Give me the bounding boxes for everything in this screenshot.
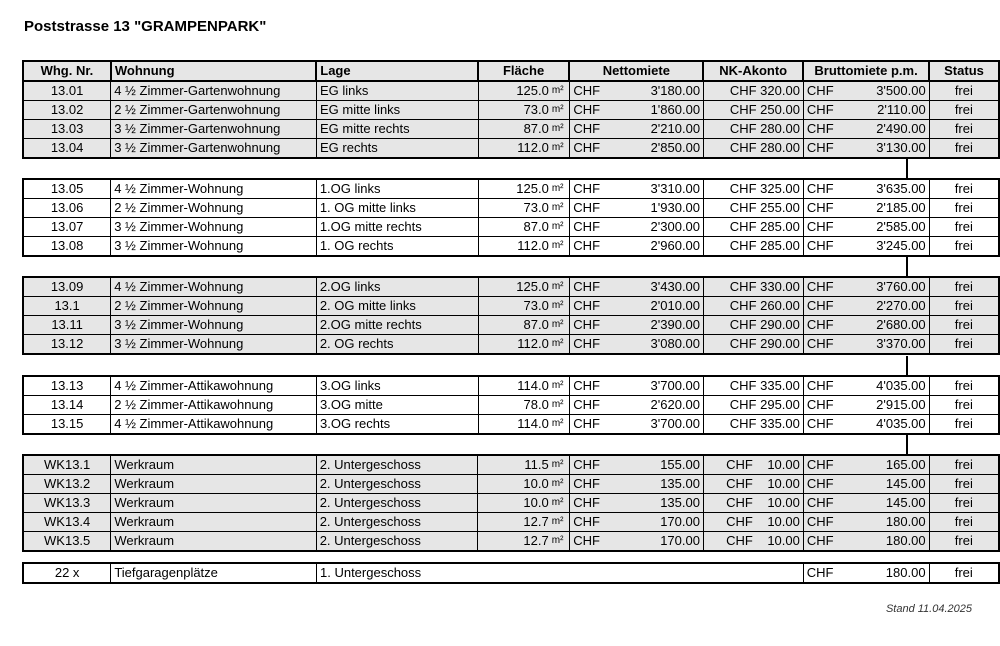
cell-unit: m² — [550, 218, 570, 237]
apartment-group — [22, 276, 1000, 355]
cell-unit: m² — [550, 493, 570, 512]
col-header-status: Status — [929, 61, 999, 81]
cell-currency: CHF — [803, 493, 843, 512]
cell-currency: CHF — [803, 335, 843, 355]
apartment-group — [22, 375, 1000, 435]
cell-nk: CHF 325.00 — [704, 179, 804, 199]
cell-lage: 2. Untergeschoss — [316, 474, 478, 493]
cell-currency: CHF — [570, 237, 610, 257]
cell-currency: CHF — [570, 316, 610, 335]
col-header-whg: Whg. Nr. — [23, 61, 111, 81]
cell-unit: m² — [550, 120, 570, 139]
cell-status: frei — [929, 237, 999, 257]
cell-currency: CHF — [803, 297, 843, 316]
cell-nk: CHF 290.00 — [704, 316, 804, 335]
cell-nk: CHF 285.00 — [704, 218, 804, 237]
cell-brutto: 3'635.00 — [843, 179, 929, 199]
cell-netto: 3'430.00 — [610, 277, 704, 297]
cell-status: frei — [929, 395, 999, 414]
cell-status: frei — [929, 376, 999, 396]
cell-lage: 3.OG rechts — [317, 414, 479, 434]
table-row — [23, 474, 999, 493]
cell-whg-nr: 13.09 — [23, 277, 111, 297]
table-row — [23, 376, 999, 396]
cell-brutto: 2'185.00 — [843, 199, 929, 218]
table-row — [23, 81, 999, 101]
cell-wohnung: 3 ½ Zimmer-Wohnung — [111, 316, 317, 335]
cell-flaeche: 78.0 — [478, 395, 550, 414]
cell-wohnung: 3 ½ Zimmer-Gartenwohnung — [111, 139, 317, 159]
cell-netto: 2'620.00 — [610, 395, 704, 414]
cell-nk: CHF 250.00 — [704, 101, 804, 120]
table-row — [23, 218, 999, 237]
cell-brutto: 3'500.00 — [843, 81, 929, 101]
group-separator-line — [906, 356, 908, 375]
cell-unit: m² — [550, 376, 570, 396]
cell-wohnung: 4 ½ Zimmer-Gartenwohnung — [111, 81, 317, 101]
cell-currency: CHF — [570, 297, 610, 316]
cell-status: frei — [929, 199, 999, 218]
cell-netto: 3'700.00 — [610, 414, 704, 434]
cell-netto: 135.00 — [610, 493, 704, 512]
cell-unit: m² — [550, 81, 570, 101]
cell-nk: CHF 280.00 — [704, 120, 804, 139]
cell-lage: 2. Untergeschoss — [316, 455, 478, 475]
cell-currency: CHF — [803, 455, 843, 475]
cell-lage: 1.OG mitte rechts — [316, 218, 478, 237]
cell-currency: CHF — [570, 414, 610, 434]
cell-flaeche: 112.0 — [478, 139, 550, 159]
cell-flaeche: 87.0 — [478, 120, 550, 139]
cell-whg-nr: 13.11 — [23, 316, 111, 335]
cell-nk: CHF 260.00 — [704, 297, 804, 316]
cell-unit: m² — [550, 277, 570, 297]
cell-status: frei — [929, 455, 999, 475]
group-separator-line — [906, 435, 908, 454]
cell-currency: CHF — [570, 455, 610, 475]
cell-brutto: 145.00 — [843, 474, 929, 493]
cell-netto: 2'300.00 — [610, 218, 704, 237]
cell-lage: 3.OG mitte — [317, 395, 479, 414]
cell-netto: 170.00 — [610, 531, 704, 551]
cell-netto: 3'310.00 — [610, 179, 704, 199]
cell-wohnung: Werkraum — [111, 512, 316, 531]
cell-wohnung: Werkraum — [111, 455, 316, 475]
cell-nk: CHF 320.00 — [704, 81, 804, 101]
cell-netto: 2'390.00 — [610, 316, 704, 335]
cell-unit: m² — [550, 101, 570, 120]
cell-brutto: 2'680.00 — [843, 316, 929, 335]
cell-whg-nr: WK13.3 — [23, 493, 111, 512]
cell-status: frei — [929, 316, 999, 335]
cell-nk: CHF 10.00 — [703, 512, 803, 531]
cell-netto: 2'850.00 — [610, 139, 704, 159]
parking-row-table — [22, 562, 1000, 584]
cell-currency: CHF — [803, 531, 843, 551]
cell-flaeche: 12.7 — [478, 531, 550, 551]
cell-lage: 2. Untergeschoss — [316, 493, 478, 512]
cell-currency: CHF — [803, 414, 843, 434]
table-row — [23, 493, 999, 512]
cell-unit: m² — [550, 297, 570, 316]
cell-currency: CHF — [803, 376, 843, 396]
col-header-wohnung: Wohnung — [111, 61, 316, 81]
col-header-netto: Nettomiete — [569, 61, 703, 81]
cell-lage: 1. OG rechts — [316, 237, 478, 257]
table-row — [23, 101, 999, 120]
cell-currency: CHF — [570, 179, 610, 199]
cell-whg-nr: 13.02 — [23, 101, 111, 120]
cell-lage: 1.OG links — [316, 179, 478, 199]
cell-currency: CHF — [803, 316, 843, 335]
cell-status: frei — [929, 218, 999, 237]
cell-brutto: 2'110.00 — [843, 101, 929, 120]
table-row — [23, 139, 999, 159]
table-row — [23, 199, 999, 218]
cell-currency: CHF — [570, 199, 610, 218]
cell-status: frei — [929, 120, 999, 139]
cell-brutto: 180.00 — [843, 512, 929, 531]
cell-currency: CHF — [803, 277, 843, 297]
col-header-brutto: Bruttomiete p.m. — [803, 61, 929, 81]
cell-wohnung: 3 ½ Zimmer-Gartenwohnung — [111, 120, 317, 139]
cell-brutto: 3'760.00 — [843, 277, 929, 297]
cell-netto: 2'210.00 — [610, 120, 704, 139]
cell-brutto: 3'130.00 — [843, 139, 929, 159]
cell-lage: EG rechts — [317, 139, 479, 159]
cell-whg-nr: WK13.1 — [23, 455, 111, 475]
cell-status: frei — [929, 474, 999, 493]
cell-brutto: 2'915.00 — [843, 395, 929, 414]
cell-netto: 2'960.00 — [610, 237, 704, 257]
cell-whg-nr: 13.01 — [23, 81, 111, 101]
cell-whg-nr: 13.15 — [23, 414, 111, 434]
cell-currency: CHF — [570, 474, 610, 493]
cell-currency: CHF — [570, 139, 610, 159]
cell-nk: CHF 10.00 — [703, 493, 803, 512]
cell-nk: CHF 285.00 — [704, 237, 804, 257]
cell-netto: 1'930.00 — [610, 199, 704, 218]
parking-row — [23, 563, 999, 583]
cell-nk: CHF 335.00 — [704, 376, 804, 396]
cell-status: frei — [929, 531, 999, 551]
cell-flaeche: 73.0 — [478, 199, 550, 218]
cell-unit: m² — [550, 179, 570, 199]
cell-flaeche: 125.0 — [478, 277, 550, 297]
cell-whg-nr: 13.12 — [23, 335, 111, 355]
parking-currency: CHF — [803, 563, 843, 583]
cell-currency: CHF — [570, 101, 610, 120]
cell-nk: CHF 330.00 — [704, 277, 804, 297]
cell-status: frei — [929, 179, 999, 199]
parking-lage-text: 1. Untergeschoss — [320, 565, 422, 580]
cell-status: frei — [929, 101, 999, 120]
cell-flaeche: 112.0 — [478, 335, 550, 355]
cell-wohnung: 4 ½ Zimmer-Attikawohnung — [111, 376, 317, 396]
table-row — [23, 297, 999, 316]
cell-wohnung: 4 ½ Zimmer-Wohnung — [111, 277, 317, 297]
parking-brutto: 180.00 — [843, 563, 929, 583]
table-row — [23, 237, 999, 257]
cell-unit: m² — [550, 474, 570, 493]
cell-currency: CHF — [570, 81, 610, 101]
cell-currency: CHF — [803, 101, 843, 120]
cell-currency: CHF — [803, 395, 843, 414]
cell-wohnung: 2 ½ Zimmer-Attikawohnung — [111, 395, 317, 414]
cell-currency: CHF — [803, 512, 843, 531]
cell-status: frei — [929, 277, 999, 297]
cell-flaeche: 114.0 — [478, 376, 550, 396]
cell-wohnung: Werkraum — [111, 493, 316, 512]
cell-lage: EG mitte links — [317, 101, 479, 120]
cell-currency: CHF — [803, 237, 843, 257]
table-row — [23, 277, 999, 297]
cell-whg-nr: 13.06 — [23, 199, 111, 218]
col-header-nk: NK-Akonto — [703, 61, 803, 81]
cell-whg-nr: WK13.2 — [23, 474, 111, 493]
cell-netto: 3'700.00 — [610, 376, 704, 396]
cell-brutto: 4'035.00 — [843, 376, 929, 396]
cell-nk: CHF 255.00 — [704, 199, 804, 218]
cell-currency: CHF — [803, 199, 843, 218]
cell-wohnung: Werkraum — [111, 531, 316, 551]
cell-brutto: 165.00 — [843, 455, 929, 475]
cell-netto: 135.00 — [610, 474, 704, 493]
table-row — [23, 512, 999, 531]
cell-netto: 1'860.00 — [610, 101, 704, 120]
cell-unit: m² — [550, 414, 570, 434]
table-row — [23, 414, 999, 434]
cell-unit: m² — [550, 237, 570, 257]
cell-nk: CHF 280.00 — [704, 139, 804, 159]
cell-netto: 170.00 — [610, 512, 704, 531]
cell-lage: 2. OG mitte links — [316, 297, 478, 316]
cell-nk: CHF 10.00 — [703, 474, 803, 493]
cell-brutto: 180.00 — [843, 531, 929, 551]
cell-lage: 1. OG mitte links — [316, 199, 478, 218]
table-row — [23, 120, 999, 139]
cell-unit: m² — [550, 139, 570, 159]
cell-netto: 155.00 — [610, 455, 704, 475]
cell-flaeche: 125.0 — [478, 81, 550, 101]
cell-currency: CHF — [803, 179, 843, 199]
cell-flaeche: 112.0 — [478, 237, 550, 257]
cell-whg-nr: WK13.5 — [23, 531, 111, 551]
cell-currency: CHF — [570, 277, 610, 297]
cell-flaeche: 87.0 — [478, 218, 550, 237]
cell-lage: EG mitte rechts — [317, 120, 479, 139]
cell-lage: 3.OG links — [317, 376, 479, 396]
cell-currency: CHF — [570, 335, 610, 355]
cell-nk: CHF 295.00 — [704, 395, 804, 414]
cell-status: frei — [929, 297, 999, 316]
cell-lage: 2. Untergeschoss — [316, 531, 478, 551]
table-row — [23, 455, 999, 475]
apartment-group — [22, 178, 1000, 257]
cell-flaeche: 10.0 — [478, 474, 550, 493]
cell-netto: 3'080.00 — [610, 335, 704, 355]
parking-lage — [317, 563, 804, 583]
cell-unit: m² — [550, 531, 570, 551]
cell-brutto: 145.00 — [843, 493, 929, 512]
cell-status: frei — [929, 512, 999, 531]
cell-status: frei — [929, 335, 999, 355]
cell-currency: CHF — [570, 376, 610, 396]
cell-netto: 2'010.00 — [610, 297, 704, 316]
cell-nk: CHF 335.00 — [704, 414, 804, 434]
cell-brutto: 4'035.00 — [843, 414, 929, 434]
cell-currency: CHF — [803, 120, 843, 139]
cell-whg-nr: 13.05 — [23, 179, 111, 199]
cell-whg-nr: 13.08 — [23, 237, 111, 257]
cell-whg-nr: 13.03 — [23, 120, 111, 139]
cell-wohnung: 3 ½ Zimmer-Wohnung — [111, 237, 317, 257]
cell-whg-nr: 13.13 — [23, 376, 111, 396]
cell-unit: m² — [550, 512, 570, 531]
cell-whg-nr: 13.04 — [23, 139, 111, 159]
cell-nk: CHF 10.00 — [703, 531, 803, 551]
footer-date: Stand 11.04.2025 — [885, 603, 972, 615]
cell-currency: CHF — [570, 120, 610, 139]
cell-brutto: 3'245.00 — [843, 237, 929, 257]
cell-wohnung: 2 ½ Zimmer-Wohnung — [111, 297, 317, 316]
page-title: Poststrasse 13 "GRAMPENPARK" — [24, 18, 267, 35]
cell-wohnung: 4 ½ Zimmer-Attikawohnung — [111, 414, 317, 434]
table-row — [23, 179, 999, 199]
apartment-group — [22, 454, 1000, 552]
cell-whg-nr: 13.07 — [23, 218, 111, 237]
cell-currency: CHF — [803, 218, 843, 237]
cell-unit: m² — [550, 335, 570, 355]
cell-unit: m² — [550, 455, 570, 475]
cell-lage: 2. Untergeschoss — [316, 512, 478, 531]
table-row — [23, 395, 999, 414]
cell-whg-nr: WK13.4 — [23, 512, 111, 531]
cell-flaeche: 12.7 — [478, 512, 550, 531]
cell-unit: m² — [550, 199, 570, 218]
cell-wohnung: 3 ½ Zimmer-Wohnung — [111, 335, 317, 355]
cell-currency: CHF — [570, 531, 610, 551]
group-separator-line — [906, 257, 908, 276]
cell-brutto: 3'370.00 — [843, 335, 929, 355]
table-row — [23, 316, 999, 335]
cell-brutto: 2'490.00 — [843, 120, 929, 139]
cell-status: frei — [929, 493, 999, 512]
cell-brutto: 2'270.00 — [843, 297, 929, 316]
cell-lage: 2.OG links — [316, 277, 478, 297]
cell-nk: CHF 290.00 — [704, 335, 804, 355]
cell-flaeche: 11.5 — [478, 455, 550, 475]
cell-currency: CHF — [570, 512, 610, 531]
cell-lage: EG links — [317, 81, 479, 101]
cell-flaeche: 125.0 — [478, 179, 550, 199]
cell-wohnung: 2 ½ Zimmer-Wohnung — [111, 199, 317, 218]
cell-wohnung: 3 ½ Zimmer-Wohnung — [111, 218, 317, 237]
cell-flaeche: 73.0 — [478, 101, 550, 120]
cell-currency: CHF — [803, 474, 843, 493]
cell-flaeche: 114.0 — [478, 414, 550, 434]
cell-flaeche: 73.0 — [478, 297, 550, 316]
cell-lage: 2.OG mitte rechts — [316, 316, 478, 335]
cell-currency: CHF — [570, 218, 610, 237]
table-row — [23, 335, 999, 355]
cell-lage: 2. OG rechts — [316, 335, 478, 355]
rent-table-header — [22, 60, 1000, 82]
cell-currency: CHF — [803, 81, 843, 101]
cell-whg-nr: 13.14 — [23, 395, 111, 414]
apartment-group — [22, 80, 1000, 159]
cell-nk: CHF 10.00 — [703, 455, 803, 475]
cell-currency: CHF — [570, 493, 610, 512]
col-header-lage: Lage — [316, 61, 477, 81]
parking-count: 22 x — [23, 563, 111, 583]
parking-label: Tiefgaragenplätze — [111, 563, 317, 583]
cell-currency: CHF — [803, 139, 843, 159]
cell-whg-nr: 13.1 — [23, 297, 111, 316]
cell-status: frei — [929, 81, 999, 101]
group-separator-line — [906, 159, 908, 178]
cell-netto: 3'180.00 — [610, 81, 704, 101]
cell-flaeche: 10.0 — [478, 493, 550, 512]
cell-unit: m² — [550, 395, 570, 414]
table-row — [23, 531, 999, 551]
cell-wohnung: 4 ½ Zimmer-Wohnung — [111, 179, 317, 199]
col-header-flaeche: Fläche — [478, 61, 570, 81]
parking-status: frei — [929, 563, 999, 583]
cell-status: frei — [929, 139, 999, 159]
cell-status: frei — [929, 414, 999, 434]
cell-currency: CHF — [570, 395, 610, 414]
cell-wohnung: 2 ½ Zimmer-Gartenwohnung — [111, 101, 317, 120]
cell-brutto: 2'585.00 — [843, 218, 929, 237]
cell-unit: m² — [550, 316, 570, 335]
cell-flaeche: 87.0 — [478, 316, 550, 335]
cell-wohnung: Werkraum — [111, 474, 316, 493]
